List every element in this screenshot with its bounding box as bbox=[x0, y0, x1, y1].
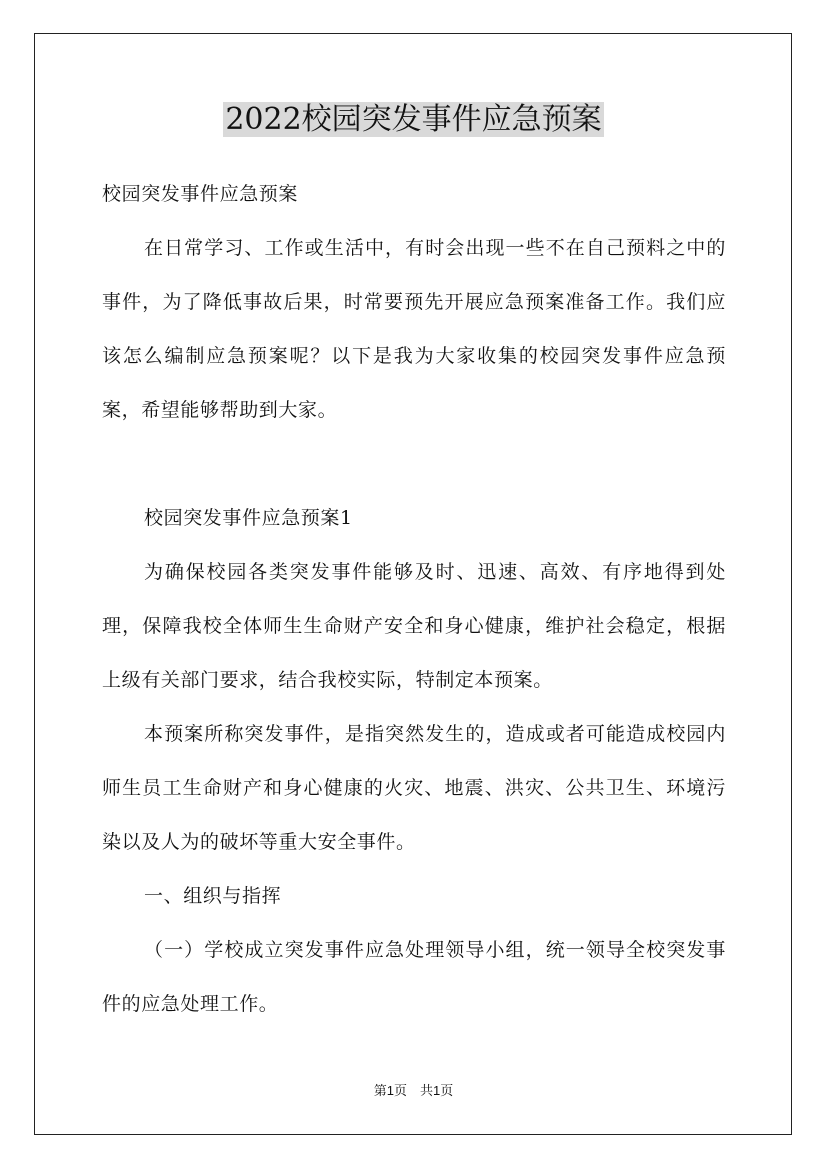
document-subtitle: 校园突发事件应急预案 bbox=[102, 183, 299, 205]
section-heading: 校园突发事件应急预案1 bbox=[144, 507, 353, 529]
intro-paragraph: 在日常学习、工作或生活中，有时会出现一些不在自己预料之中的事件，为了降低事故后果，时常要预先开展应急预案准备工作。我们应该怎么编制应急预案呢？以下是我为大家收集的校园突发事件应急预案，希望能够帮助到大家。 bbox=[102, 237, 726, 421]
document-title bbox=[0, 100, 827, 140]
document-subtitle-block bbox=[102, 167, 726, 221]
page-number: 第1页 共1页 bbox=[373, 1083, 454, 1098]
document-title-text: 2022校园突发事件应急预案 bbox=[225, 102, 602, 137]
body-paragraph: （一）学校成立突发事件应急处理领导小组，统一领导全校突发事件的应急处理工作。 bbox=[102, 939, 726, 1015]
body-paragraph: 本预案所称突发事件，是指突然发生的，造成或者可能造成校园内师生员工生命财产和身心健康的火灾、地震、洪灾、公共卫生、环境污染以及人为的破坏等重大安全事件。 bbox=[102, 723, 726, 853]
intro-block bbox=[102, 221, 726, 437]
subsection-heading: 一、组织与指挥 bbox=[144, 885, 282, 907]
page-footer bbox=[0, 1083, 827, 1099]
body-paragraph: 为确保校园各类突发事件能够及时、迅速、高效、有序地得到处理，保障我校全体师生生命财产安全和身心健康，维护社会稳定，根据上级有关部门要求，结合我校实际，特制定本预案。 bbox=[102, 561, 726, 691]
section-block bbox=[102, 491, 726, 1031]
